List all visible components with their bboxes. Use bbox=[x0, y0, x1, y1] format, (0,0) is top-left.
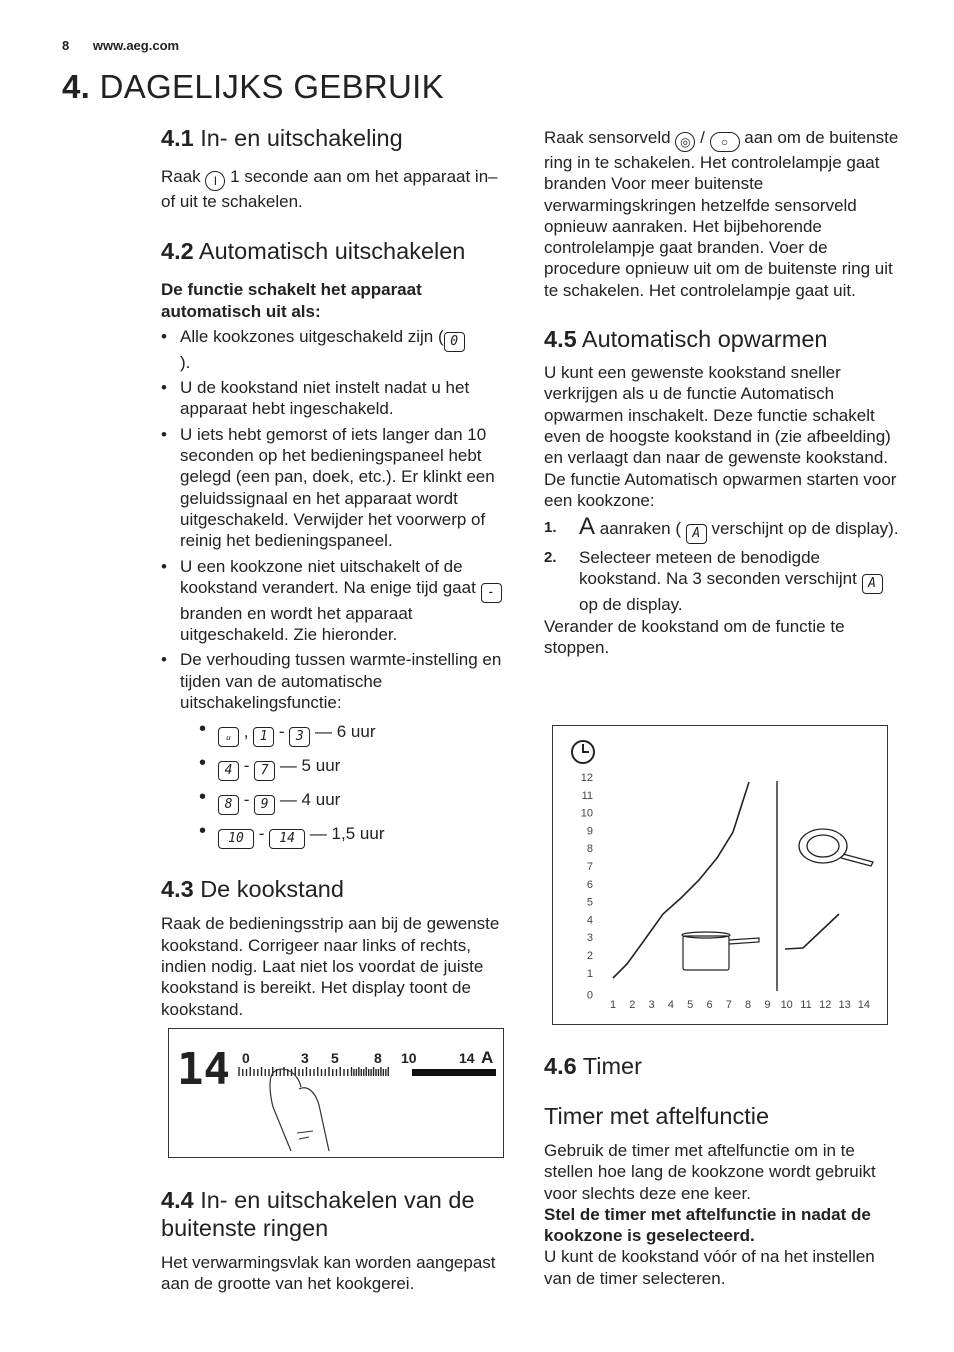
page-header bbox=[62, 38, 179, 53]
display-dash-icon: - bbox=[481, 583, 502, 603]
y-tick-label: 5 bbox=[586, 896, 593, 909]
section-4-4-heading: 4.4 In- en uitschakelen van de buitenste ringen bbox=[161, 1187, 475, 1241]
y-tick-label: 4 bbox=[586, 914, 593, 927]
pot-icon bbox=[682, 932, 759, 970]
y-tick-label: 9 bbox=[586, 825, 593, 838]
auto-heat-a-icon: A bbox=[579, 513, 596, 541]
y-tick-label: 11 bbox=[581, 789, 593, 802]
list-item: • De verhouding tussen warmte-instelling en tijden van de automatische uitschakelingsfunctie: • ᵤ , 1 - 3 — 6 uur • 4 - 7 — 5 uur • 8 - 9 — 4 uur • 10 - 14 — 1,5 uur bbox=[161, 649, 516, 849]
section-4-4-text: Het verwarmingsvlak kan worden aangepast aan de grootte van het kookgerei. bbox=[161, 1253, 496, 1294]
oval-ring-icon: ○ bbox=[710, 132, 740, 152]
y-tick-label: 7 bbox=[586, 861, 593, 873]
control-strip-figure bbox=[168, 1028, 504, 1158]
pan-icon bbox=[799, 829, 873, 866]
strip-label-10: 10 bbox=[401, 1050, 417, 1066]
section-4-5-heading: 4.5 Automatisch opwarmen bbox=[544, 326, 828, 353]
list-item: 2. Selecteer meteen de benodigde kookstand. Na 3 seconden verschijnt A op de display. bbox=[544, 547, 900, 616]
section-4-6-p3: U kunt de kookstand vóór of na het instellen van de timer selecteren. bbox=[544, 1247, 875, 1288]
list-item: • 10 - 14 — 1,5 uur bbox=[199, 823, 516, 849]
y-tick-label: 2 bbox=[586, 950, 593, 962]
section-4-6 bbox=[544, 1052, 900, 1289]
list-item: • Alle kookzones uitgeschakeld zijn ( 0 ). bbox=[161, 326, 516, 373]
section-4-5-p1: U kunt een gewenste kookstand sneller verkrijgen als u de functie Automatisch opwarmen inschakelt. Deze functie schakelt even de hoogste kookstand in (zie afbeelding) en verlaagt dan naar de gewenste kookstand. bbox=[544, 363, 891, 468]
page-number: 8 bbox=[62, 38, 70, 53]
y-tick-label: 3 bbox=[586, 932, 593, 945]
strip-label-0: 0 bbox=[242, 1050, 250, 1066]
x-tick-label: 10 bbox=[780, 999, 793, 1011]
y-tick-label: 12 bbox=[580, 772, 593, 784]
strip-label-14: 14 bbox=[459, 1050, 475, 1066]
website: www.aeg.com bbox=[92, 38, 180, 53]
section-4-6-subheading: Timer met aftelfunctie bbox=[544, 1103, 770, 1129]
y-tick-label: 10 bbox=[580, 807, 593, 820]
chapter-name: DAGELIJKS GEBRUIK bbox=[99, 68, 444, 105]
auto-heat-steps bbox=[544, 513, 900, 616]
list-item: • U iets hebt gemorst of iets langer dan 10 seconden op het bedieningspaneel hebt gelegd (een pan, doek, etc.). Er klinkt een geluidssignaal en het apparaat wordt uitgeschakeld. Verwijder het voorwerp of reinig het bedieningspaneel. bbox=[161, 424, 516, 552]
x-tick-label: 3 bbox=[648, 999, 655, 1011]
strip-label-3: 3 bbox=[301, 1050, 309, 1066]
control-strip-illustration bbox=[169, 1029, 503, 1157]
x-tick-label: 14 bbox=[857, 999, 871, 1011]
auto-off-times bbox=[199, 721, 516, 849]
right-column bbox=[544, 127, 900, 658]
x-tick-label: 13 bbox=[838, 999, 851, 1011]
y-tick-label: 6 bbox=[586, 878, 593, 891]
section-4-1-heading: 4.1 In- en uitschakeling bbox=[161, 125, 403, 151]
section-4-3-heading: 4.3 De kookstand bbox=[161, 876, 344, 903]
section-4-5-p3: Verander de kookstand om de functie te stoppen. bbox=[544, 616, 845, 658]
section-4-3-text: Raak de bedieningsstrip aan bij de gewenste kookstand. Corrigeer naar links of rechts, indien nodig. Laat niet los voordat de juiste kookstand is bereikt. Het display toont de kookstand. bbox=[161, 914, 500, 1019]
y-tick-label: 8 bbox=[586, 843, 593, 856]
section-4-4-continued: Raak sensorveld ◎ / ○ aan om de buitenste ring in te schakelen. Het controlelampje gaat branden Voor meer buitenste verwarmingskringen hetzelfde sensorveld opnieuw aanraken. Het bijbehorende controlelampje gaat branden. Voer de procedure opnieuw uit om de buitenste ring uit te schakelen. Het controlelampje gaat uit. bbox=[544, 128, 899, 300]
x-tick-label: 8 bbox=[745, 999, 752, 1011]
list-item: • U de kookstand niet instelt nadat u het apparaat hebt ingeschakeld. bbox=[161, 377, 516, 420]
auto-heat-chart bbox=[553, 726, 887, 1024]
x-tick-label: 7 bbox=[725, 999, 732, 1011]
auto-off-list bbox=[161, 326, 516, 849]
section-4-2-heading: 4.2 Automatisch uitschakelen bbox=[161, 238, 466, 265]
display-zero-icon: 0 bbox=[444, 332, 465, 352]
x-tick-label: 1 bbox=[609, 999, 617, 1011]
list-item: • 4 - 7 — 5 uur bbox=[199, 755, 516, 781]
chapter-title bbox=[62, 68, 444, 106]
y-tick-label: 0 bbox=[586, 989, 593, 1002]
x-tick-label: 12 bbox=[819, 999, 832, 1011]
x-tick-label: 2 bbox=[629, 999, 636, 1011]
display-readout: 14 bbox=[177, 1044, 230, 1095]
list-item: • U een kookzone niet uitschakelt of de kookstand verandert. Na enige tijd gaat - branden en wordt het apparaat uitgeschakeld. Zie hieronder. bbox=[161, 556, 516, 646]
auto-heat-figure bbox=[552, 725, 888, 1025]
x-tick-label: 11 bbox=[800, 999, 812, 1011]
x-tick-label: 5 bbox=[687, 999, 694, 1011]
strip-label-a: A bbox=[481, 1048, 494, 1067]
section-4-6-p1: Gebruik de timer met aftelfunctie om in te stellen hoe lang de kookzone wordt gebruikt voor slechts deze ene keer. bbox=[544, 1141, 876, 1203]
section-4-6-heading: 4.6 Timer bbox=[544, 1053, 642, 1079]
section-4-2-lead: De functie schakelt het apparaat automatisch uit als: bbox=[161, 280, 422, 321]
section-4-5-p2: De functie Automatisch opwarmen starten voor een kookzone: bbox=[544, 469, 897, 510]
section-4-6-p2: Stel de timer met aftelfunctie in nadat de kookzone is geselecteerd. bbox=[544, 1204, 871, 1246]
chapter-number: 4. bbox=[62, 68, 91, 105]
left-column bbox=[161, 124, 516, 1020]
list-item: • ᵤ , 1 - 3 — 6 uur bbox=[199, 721, 516, 747]
strip-label-8: 8 bbox=[374, 1050, 382, 1066]
list-item: 1. A aanraken ( A verschijnt op de display). bbox=[544, 517, 900, 544]
section-4-1-text: Raak I 1 seconde aan om het apparaat in– of uit te schakelen. bbox=[161, 167, 498, 211]
strip-label-5: 5 bbox=[331, 1050, 339, 1066]
list-item: • 8 - 9 — 4 uur bbox=[199, 789, 516, 815]
double-ring-icon: ◎ bbox=[675, 132, 695, 152]
section-4-4 bbox=[161, 1186, 516, 1295]
power-key-icon: I bbox=[205, 171, 225, 191]
x-tick-label: 6 bbox=[706, 999, 713, 1011]
x-tick-label: 4 bbox=[667, 999, 674, 1011]
y-tick-label: 1 bbox=[586, 967, 593, 980]
x-tick-label: 9 bbox=[764, 999, 771, 1011]
